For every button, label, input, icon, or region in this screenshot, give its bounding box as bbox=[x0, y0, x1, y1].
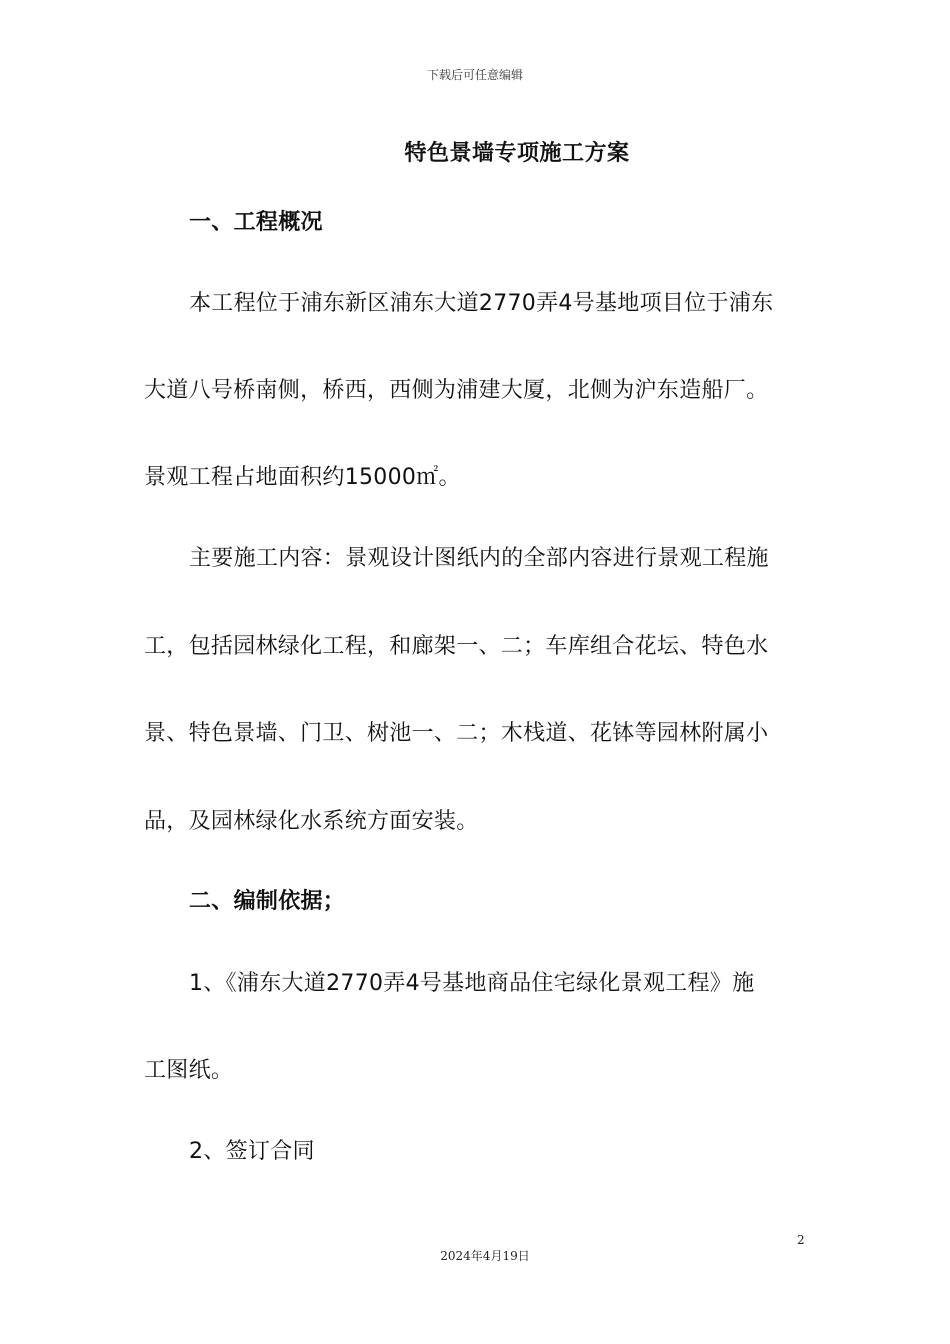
paragraph-line: 景观工程占地面积约15000㎡。 bbox=[144, 465, 461, 490]
paragraph-line: 工，包括园林绿化工程，和廊架一、二；车库组合花坛、特色水 bbox=[144, 634, 769, 659]
section-heading-basis: 二、编制依据； bbox=[189, 889, 346, 914]
paragraph-line: 景、特色景墙、门卫、树池一、二；木栈道、花钵等园林附属小 bbox=[144, 721, 769, 746]
document-title: 特色景墙专项施工方案 bbox=[404, 141, 630, 166]
paragraph-line: 2、签订合同 bbox=[189, 1139, 315, 1164]
paragraph-line: 工图纸。 bbox=[144, 1058, 234, 1083]
footer-date: 2024年4月19日 bbox=[440, 1249, 530, 1263]
paragraph-line: 本工程位于浦东新区浦东大道2770弄4号基地项目位于浦东 bbox=[189, 291, 774, 316]
paragraph-line: 大道八号桥南侧，桥西，西侧为浦建大厦，北侧为沪东造船厂。 bbox=[144, 378, 769, 403]
paragraph-line: 品，及园林绿化水系统方面安装。 bbox=[144, 809, 479, 834]
page-number: 2 bbox=[797, 1233, 805, 1247]
paragraph-line: 主要施工内容：景观设计图纸内的全部内容进行景观工程施 bbox=[189, 546, 769, 571]
paragraph-line: 1、《浦东大道2770弄4号基地商品住宅绿化景观工程》施 bbox=[189, 971, 755, 996]
header-note: 下载后可任意编辑 bbox=[426, 68, 523, 82]
section-heading-overview: 一、工程概况 bbox=[189, 210, 323, 235]
